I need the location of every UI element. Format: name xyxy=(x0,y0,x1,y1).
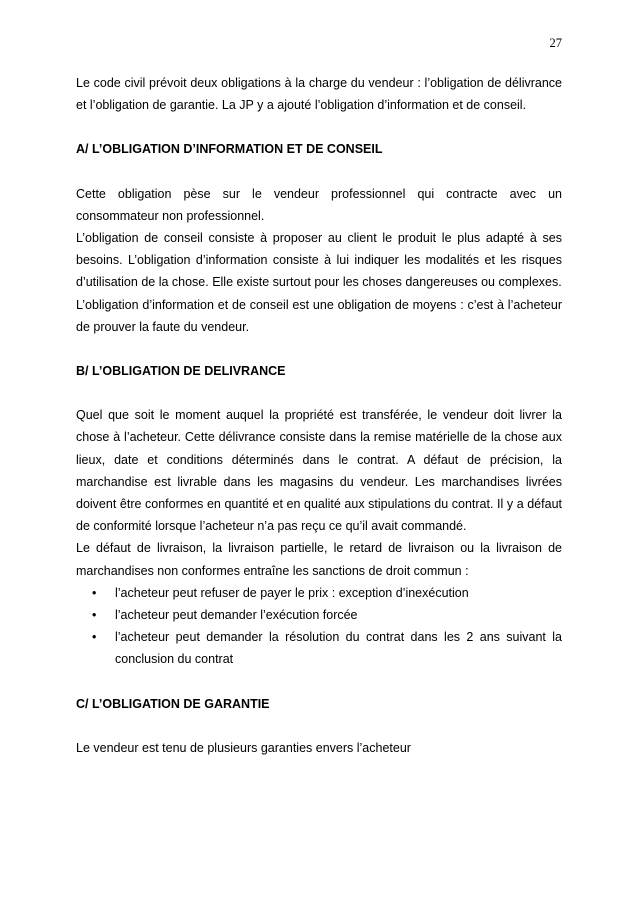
section-a-heading: A/ L’OBLIGATION D’INFORMATION ET DE CONSEIL xyxy=(76,142,383,157)
section-a-paragraph: L’obligation de conseil consiste à proposer au client le produit le plus adapté à ses besoins. L’obligation d’information consiste à lui indiquer les modalités et les risques d’utilisation de la chose. Elle existe surtout pour les choses dangereuses ou complexes. xyxy=(76,231,562,290)
spacer xyxy=(76,116,562,138)
intro-paragraph: Le code civil prévoit deux obligations à la charge du vendeur : l’obligation de délivrance et l’obligation de garantie. La JP y a ajouté l’obligation d’information et de conseil. xyxy=(76,76,562,113)
bullet-icon: • xyxy=(92,608,97,623)
section-b-paragraph: Quel que soit le moment auquel la propriété est transférée, le vendeur doit livrer la chose à l’acheteur. Cette délivrance consiste dans la remise matérielle de la chose aux lieux, date et conditions déterminés dans le contrat. A défaut de précision, la marchandise est livrable dans les magasins du vendeur. Les marchandises livrées doivent être conformes en quantité et en qualité aux stipulations du contrat. Il y a défaut de conformité lorsque l’acheteur n’a pas reçu ce qu’il avait commandé. xyxy=(76,408,562,534)
section-c-heading: C/ L’OBLIGATION DE GARANTIE xyxy=(76,696,270,711)
page-number: 27 xyxy=(549,36,562,50)
section-a-paragraph: L’obligation d’information et de conseil est une obligation de moyens : c’est à l’acheteur de prouver la faute du vendeur. xyxy=(76,297,562,334)
spacer xyxy=(76,161,562,183)
section-a-paragraph: Cette obligation pèse sur le vendeur professionnel qui contracte avec un consommateur non professionnel. xyxy=(76,186,562,223)
list-item xyxy=(76,626,562,670)
document-body xyxy=(76,72,562,759)
sanctions-list xyxy=(76,582,562,671)
bullet-icon: • xyxy=(92,630,97,645)
spacer xyxy=(76,671,562,693)
list-item xyxy=(76,604,562,626)
list-item-text: l’acheteur peut refuser de payer le prix : exception d’inexécution xyxy=(115,585,469,600)
list-item xyxy=(76,582,562,604)
spacer xyxy=(76,715,562,737)
section-b-paragraph: Le défaut de livraison, la livraison partielle, le retard de livraison ou la livraison de marchandises non conformes entraîne les sanctions de droit commun : xyxy=(76,541,562,578)
section-c-paragraph: Le vendeur est tenu de plusieurs garanties envers l’acheteur xyxy=(76,740,411,755)
list-item-text: l’acheteur peut demander l’exécution forcée xyxy=(115,608,358,623)
section-b-heading: B/ L’OBLIGATION DE DELIVRANCE xyxy=(76,364,286,379)
list-item-text: l’acheteur peut demander la résolution du contrat dans les 2 ans suivant la conclusion du contrat xyxy=(115,630,562,667)
bullet-icon: • xyxy=(92,585,97,600)
spacer xyxy=(76,382,562,404)
spacer xyxy=(76,338,562,360)
